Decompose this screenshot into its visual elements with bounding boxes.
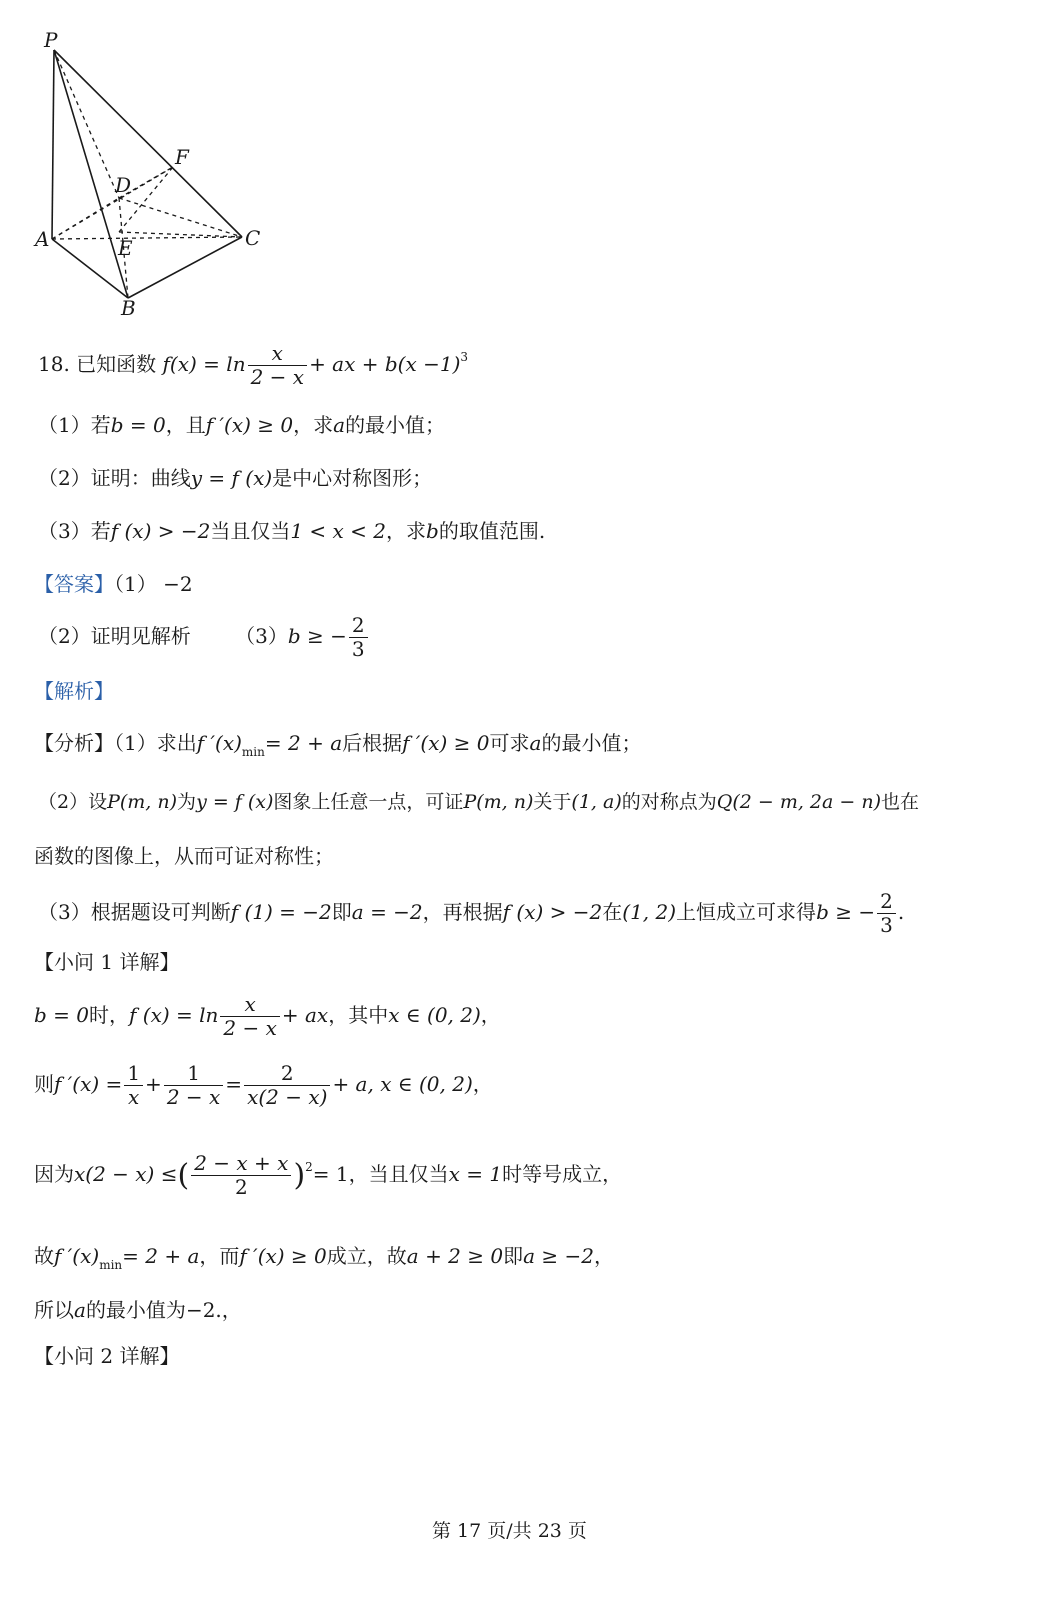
text: 当且仅当 (210, 519, 291, 543)
edge-BC (128, 237, 242, 298)
text: 的对称点为 (621, 791, 717, 813)
label-D: D (115, 173, 132, 197)
math: a ≥ −2 (523, 1244, 594, 1268)
label-F: F (175, 145, 189, 169)
text: （3）根据题设可判断 (38, 900, 231, 924)
frac-denominator: 2 (234, 1175, 248, 1199)
math: = 2 + a (264, 731, 343, 755)
edge-AC (52, 237, 242, 239)
math: a = −2 (351, 900, 423, 924)
math: a + 2 ≥ 0 (406, 1244, 504, 1268)
text: ，且 (165, 413, 206, 437)
text: （2）设 (38, 791, 108, 813)
fenxi-label: 【分析】 (34, 731, 114, 755)
math: P(m, n) (463, 791, 534, 813)
text: 上恒成立可求得 (676, 900, 817, 924)
text: 可求 (489, 731, 530, 755)
math: = 1 (312, 1162, 349, 1186)
math: f (1) = −2 (230, 900, 332, 924)
math: b = 0 (110, 413, 166, 437)
edge-PD (54, 50, 119, 198)
math: + a, x ∈ (0, 2) (332, 1072, 473, 1096)
math: y = f (x) (196, 791, 274, 813)
exponent: 2 (305, 1160, 313, 1174)
label-A: A (35, 227, 50, 251)
answer-label: 【答案】 (34, 572, 114, 596)
q1-step2 (34, 1062, 493, 1109)
subscript: min (241, 745, 265, 759)
edge-DC (119, 198, 242, 237)
text: ，而 (199, 1244, 240, 1268)
math: P(m, n) (107, 791, 178, 813)
math: (1, a) (571, 791, 622, 813)
text: 也在 (881, 791, 920, 813)
q1-step1 (34, 993, 501, 1040)
fenxi-line2 (38, 793, 919, 812)
left-paren: ( (177, 1158, 190, 1193)
problem-part2 (38, 468, 432, 488)
math: (1, 2) (622, 900, 677, 924)
text: 即 (503, 1244, 524, 1268)
label-E: E (118, 236, 133, 260)
frac-numerator: 2 (244, 1062, 330, 1086)
q2-label: 【小问 2 详解】 (34, 1344, 180, 1368)
math: y = f (x) (190, 466, 273, 490)
text: （3）若 (38, 519, 111, 543)
text: 时等号成立， (502, 1162, 623, 1186)
right-paren: ) (293, 1158, 306, 1193)
answer-line2 (38, 614, 370, 661)
frac-numerator: 2 − x + x (191, 1152, 291, 1176)
math: f ′(x) (196, 731, 242, 755)
fenxi-line2-cont: 函数的图像上，从而可证对称性； (34, 844, 334, 868)
text: （1）求出 (114, 731, 197, 755)
math: = 2 + a (122, 1244, 200, 1268)
math: b = 0 (34, 1003, 89, 1027)
text: 是中心对称图形； (272, 466, 433, 490)
answer-3-label: （3） (235, 624, 288, 648)
text: ， (472, 1072, 493, 1096)
text: 的最小值； (345, 413, 446, 437)
problem-number: 18. 已知函数 (38, 352, 157, 376)
text: ，求 (386, 519, 427, 543)
text: 图象上任意一点，可证 (273, 791, 464, 813)
text: 的取值范围. (438, 519, 546, 543)
page-footer: 第 17 页/共 23 页 (432, 1520, 587, 1542)
math: f (x) > −2 (110, 519, 211, 543)
math: −2 (185, 1298, 216, 1322)
frac-numerator: 2 (349, 614, 368, 638)
edge-EC (119, 232, 242, 237)
math: 1 < x < 2 (290, 519, 387, 543)
math: f (x) = ln (129, 1003, 219, 1027)
math: x ∈ (0, 2) (388, 1003, 481, 1027)
frac-numerator: 1 (164, 1062, 223, 1086)
text: 成立，故 (326, 1244, 407, 1268)
edge-AB (52, 239, 128, 298)
math: = (225, 1072, 243, 1096)
math: b (426, 519, 439, 543)
text: 所以 (34, 1298, 74, 1322)
text: 的最小值为 (85, 1298, 186, 1322)
fraction (244, 1062, 330, 1109)
math: b ≥ − (816, 900, 876, 924)
math: f (x) > −2 (502, 900, 603, 924)
text: 故 (34, 1244, 54, 1268)
frac-denominator: 2 − x (223, 1016, 277, 1040)
text: ，其中 (328, 1003, 389, 1027)
math: a (333, 413, 346, 437)
frac-numerator: x (220, 993, 279, 1017)
fraction (164, 1062, 223, 1109)
math: f ′(x) ≥ 0 (205, 413, 294, 437)
text: ，当且仅当 (348, 1162, 449, 1186)
text: 因为 (34, 1162, 74, 1186)
math: x = 1 (448, 1162, 503, 1186)
subscript: min (99, 1258, 123, 1272)
answer-2: （2）证明见解析 (38, 624, 191, 648)
math: + ax (281, 1003, 329, 1027)
text: .， (215, 1298, 242, 1322)
label-B: B (121, 296, 136, 320)
text: 的最小值； (541, 731, 642, 755)
pyramid-figure (28, 28, 278, 323)
math: Q(2 − m, 2a − n) (716, 791, 881, 813)
edge-PA (52, 50, 54, 239)
fraction (248, 342, 307, 389)
function-rest: + ax + b(x −1) (309, 352, 461, 376)
q1-step3 (34, 1152, 622, 1199)
text: （1）若 (38, 413, 111, 437)
text: （2）证明：曲线 (38, 466, 191, 490)
q1-label: 【小问 1 详解】 (34, 950, 180, 974)
fraction (191, 1152, 291, 1199)
text: 在 (602, 900, 623, 924)
frac-denominator: x (128, 1085, 140, 1109)
fenxi-line1 (34, 733, 641, 758)
fraction (124, 1062, 143, 1109)
frac-denominator: 3 (351, 637, 365, 661)
function-name: f(x) = ln (162, 352, 246, 376)
answer-line1 (34, 574, 193, 594)
text: . (897, 900, 905, 924)
answer-1: （1） −2 (114, 572, 193, 596)
frac-numerator: 2 (877, 890, 896, 914)
math: a (74, 1298, 86, 1322)
text: 则 (34, 1072, 54, 1096)
exponent: 3 (460, 350, 469, 364)
fraction (220, 993, 279, 1040)
frac-denominator: 2 − x (250, 365, 305, 389)
text: ， (594, 1244, 614, 1268)
answer-3-math: b ≥ − (287, 624, 347, 648)
problem-part1 (38, 415, 445, 435)
fenxi-line3 (38, 890, 904, 937)
text: 即 (331, 900, 352, 924)
math: a (529, 731, 542, 755)
label-P: P (44, 28, 58, 52)
math: f ′(x) = (54, 1072, 123, 1096)
label-C: C (245, 226, 261, 250)
math: f ′(x) (54, 1244, 100, 1268)
analysis-label: 【解析】 (34, 679, 114, 703)
text: 为 (177, 791, 197, 813)
problem-statement (38, 342, 468, 389)
text: 时， (89, 1003, 129, 1027)
frac-denominator: 2 − x (166, 1085, 221, 1109)
math: x(2 − x) ≤ (74, 1162, 178, 1186)
text: 后根据 (342, 731, 403, 755)
frac-denominator: 3 (880, 913, 893, 937)
frac-numerator: x (248, 342, 307, 366)
text: ，求 (293, 413, 334, 437)
math: f ′(x) ≥ 0 (402, 731, 490, 755)
q1-step4 (34, 1246, 614, 1271)
q1-step5 (34, 1300, 242, 1320)
frac-denominator: x(2 − x) (247, 1085, 328, 1109)
frac-numerator: 1 (124, 1062, 143, 1086)
text: 关于 (533, 791, 572, 813)
fraction (877, 890, 896, 937)
text: ， (480, 1003, 501, 1027)
text: ，再根据 (422, 900, 503, 924)
problem-part3 (38, 521, 545, 541)
answer-3-fraction (349, 614, 368, 661)
math: + (145, 1072, 162, 1096)
math: f ′(x) ≥ 0 (239, 1244, 327, 1268)
